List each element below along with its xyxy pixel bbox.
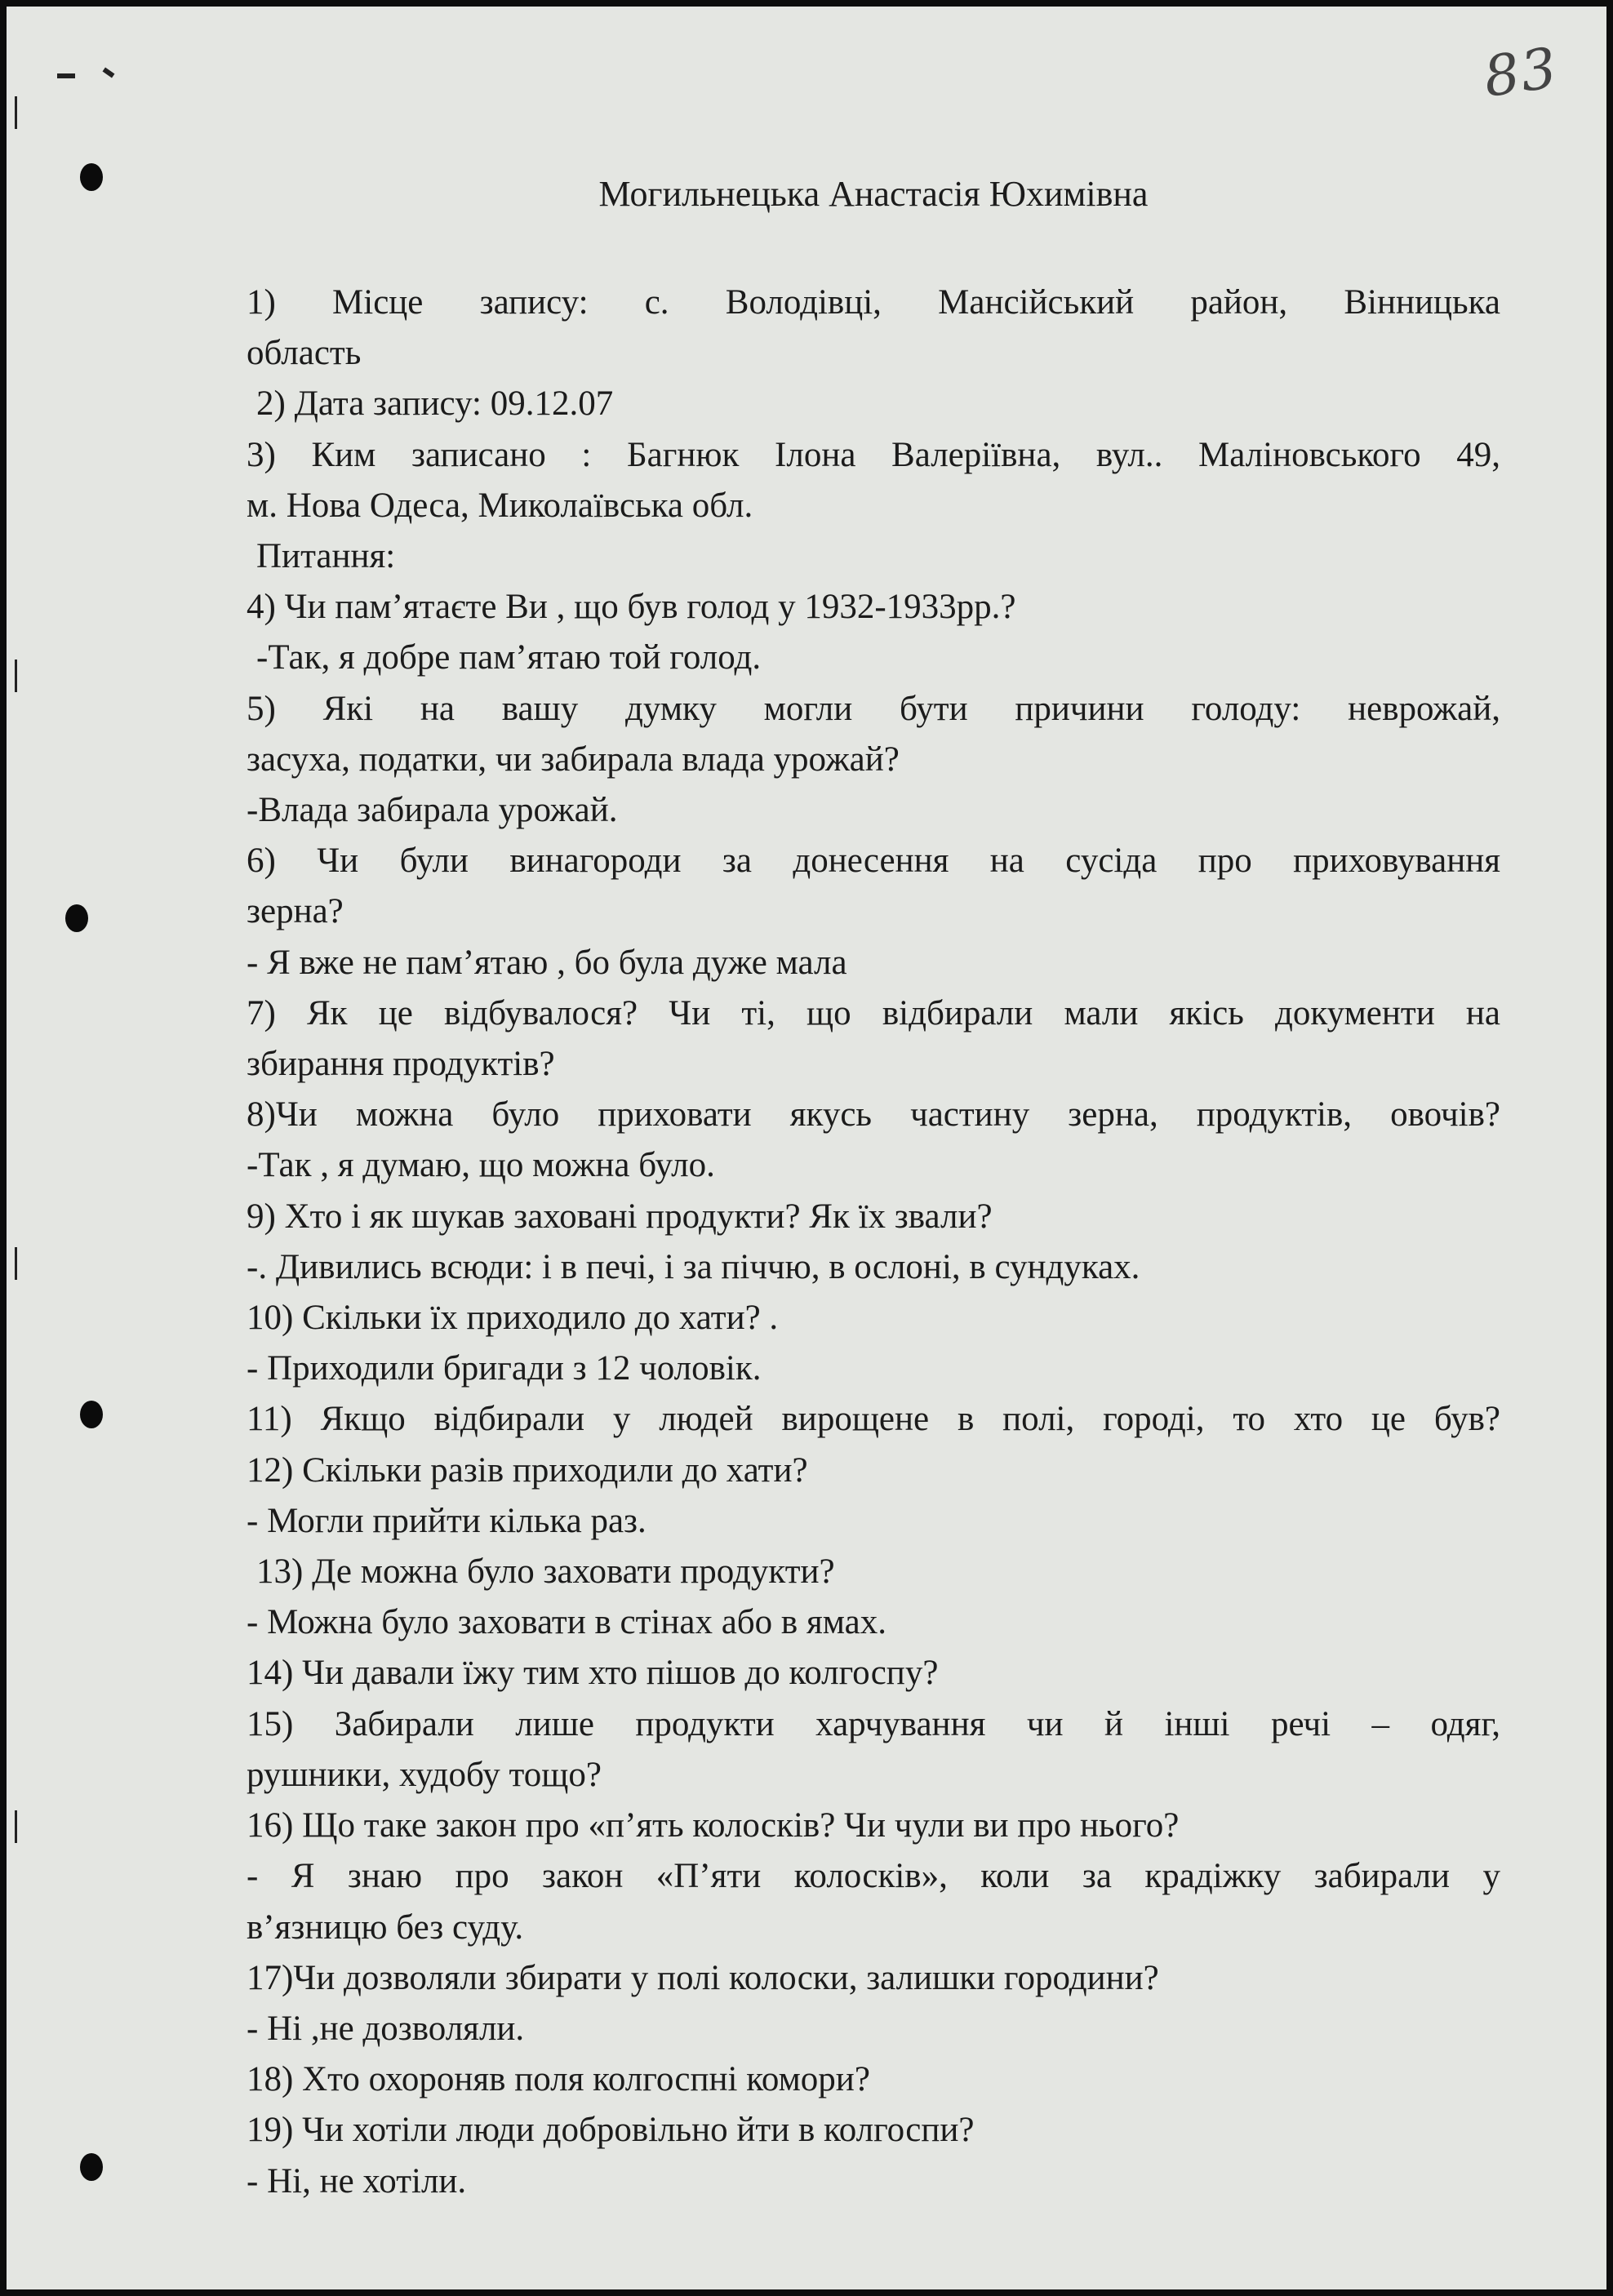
text-line: - Ні, не хотіли. bbox=[247, 2161, 467, 2201]
text-line: 7) Як це відбувалося? Чи ті, що відбирали мали якісь документи на bbox=[247, 993, 1500, 1033]
punch-hole bbox=[80, 2153, 103, 2181]
interview-text bbox=[247, 278, 1500, 2207]
text-line: 6) Чи були винагороди за донесення на сусіда про приховування bbox=[247, 842, 1500, 881]
text-line: 10) Скільки їх приходило до хати? . bbox=[247, 1299, 779, 1338]
scan-mark bbox=[15, 659, 17, 692]
text-line: -Так, я добре пам’ятаю той голод. bbox=[256, 638, 762, 677]
text-line: в’язницю без суду. bbox=[247, 1907, 524, 1947]
text-line: - Я вже не пам’ятаю , бо була дуже мала bbox=[247, 943, 847, 982]
text-line: -. Дивились всюди: і в печі, і за піччю, в ослоні, в сундуках. bbox=[247, 1247, 1140, 1286]
text-line: 8)Чи можна було приховати якусь частину зерна, продуктів, овочів? bbox=[247, 1095, 1500, 1135]
text-line: область bbox=[247, 334, 362, 373]
text-line: -Влада забирала урожай. bbox=[247, 791, 618, 830]
scan-mark bbox=[15, 1810, 17, 1843]
text-line: 17)Чи дозволяли збирати у полі колоски, залишки городини? bbox=[247, 1958, 1159, 1997]
text-line: 2) Дата запису: 09.12.07 bbox=[256, 384, 614, 424]
text-line: м. Нова Одеса, Миколаївська обл. bbox=[247, 486, 753, 525]
punch-hole bbox=[65, 904, 88, 932]
scan-mark bbox=[57, 73, 75, 78]
text-line: 16) Що таке закон про «п’ять колосків? Чи чули ви про нього? bbox=[247, 1806, 1180, 1845]
text-line: 9) Хто і як шукав заховані продукти? Як їх звали? bbox=[247, 1197, 993, 1236]
text-line: рушники, худобу тощо? bbox=[247, 1755, 602, 1794]
text-line: 1) Місце запису: с. Володівці, Мансійський район, Вінницька bbox=[247, 283, 1500, 322]
document-title: Могильнецька Анастасія Юхимівна bbox=[598, 174, 1149, 214]
text-line: 14) Чи давали їжу тим хто пішов до колгоспу? bbox=[247, 1654, 939, 1693]
text-line: 3) Ким записано : Багнюк Ілона Валеріївна, вул.. Маліновського 49, bbox=[247, 435, 1500, 474]
punch-hole bbox=[80, 1401, 103, 1428]
text-line: 13) Де можна було заховати продукти? bbox=[256, 1552, 835, 1592]
text-line: 15) Забирали лише продукти харчування чи й інші речі – одяг, bbox=[247, 1704, 1500, 1743]
text-line: 12) Скільки разів приходили до хати? bbox=[247, 1450, 808, 1490]
scan-mark bbox=[15, 1247, 17, 1280]
scan-mark bbox=[103, 68, 115, 78]
text-line: 19) Чи хотіли люди добровільно йти в колгоспи? bbox=[247, 2111, 975, 2150]
text-line: -Так , я думаю, що можна було. bbox=[247, 1146, 715, 1185]
text-line: 18) Хто охороняв поля колгоспні комори? bbox=[247, 2060, 870, 2099]
text-line: Питання: bbox=[256, 537, 396, 576]
text-line: - Приходили бригади з 12 чоловік. bbox=[247, 1349, 762, 1388]
text-line: 4) Чи пам’ятаєте Ви , що був голод у 1932-1933рр.? bbox=[247, 588, 1016, 627]
scan-mark bbox=[15, 96, 17, 129]
text-line: - Можна було заховати в стінах або в ямах. bbox=[247, 1603, 886, 1642]
page-number: 83 bbox=[1479, 36, 1562, 110]
text-line: засуха, податки, чи забирала влада урожай? bbox=[247, 739, 900, 779]
text-line: 5) Які на вашу думку могли бути причини голоду: неврожай, bbox=[247, 689, 1500, 728]
text-line: 11) Якщо відбирали у людей вирощене в полі, городі, то хто це був? bbox=[247, 1400, 1500, 1439]
text-line: збирання продуктів? bbox=[247, 1045, 555, 1084]
text-line: зерна? bbox=[247, 892, 344, 931]
text-line: - Я знаю про закон «П’яти колосків», коли за крадіжку забирали у bbox=[247, 1857, 1500, 1896]
text-line: - Ні ,не дозволяли. bbox=[247, 2009, 525, 2048]
text-line: - Могли прийти кілька раз. bbox=[247, 1501, 647, 1540]
